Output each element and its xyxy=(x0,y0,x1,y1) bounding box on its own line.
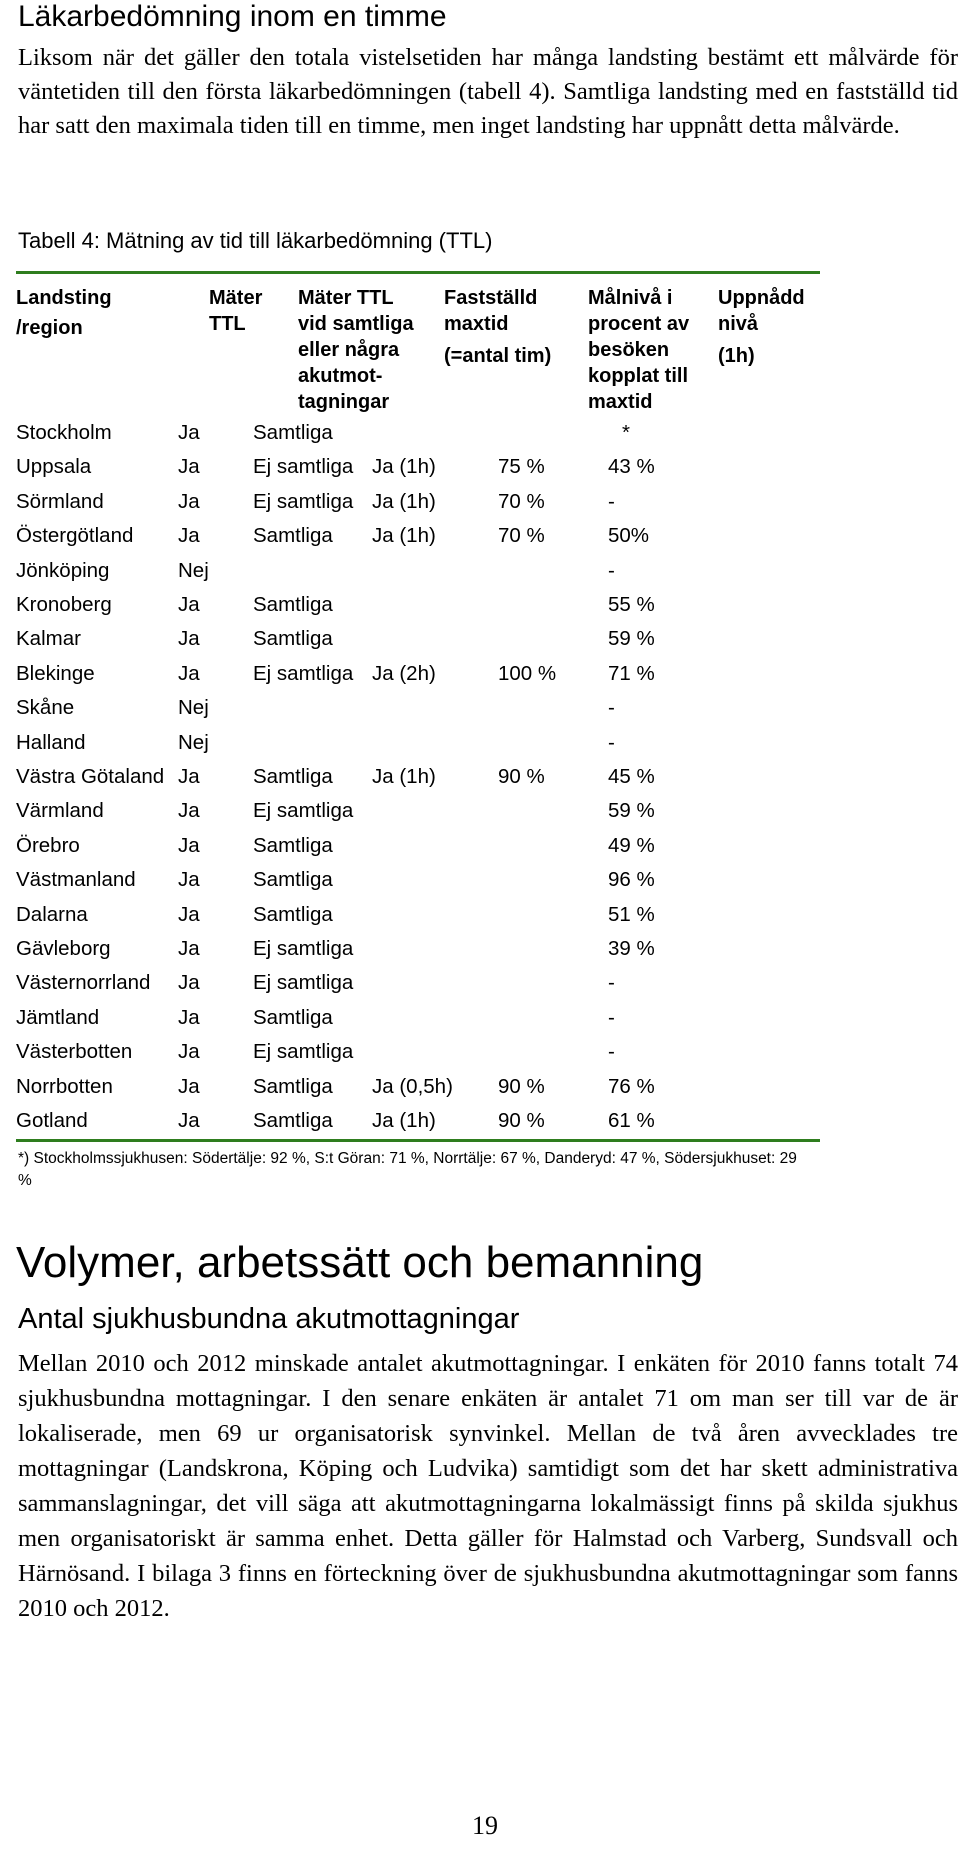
subheading: Antal sjukhusbundna akutmottagningar xyxy=(18,1303,520,1335)
header-fixed-line1: Fastställd maxtid xyxy=(444,287,538,335)
cell-region: Jämtland xyxy=(16,1005,100,1029)
cell-achieved: - xyxy=(608,971,615,995)
table-row xyxy=(16,1035,820,1069)
table-row xyxy=(16,622,820,656)
cell-region: Norrbotten xyxy=(16,1074,113,1098)
table-row xyxy=(16,1104,820,1138)
cell-measures: Ja xyxy=(178,455,200,479)
table-row xyxy=(16,450,820,484)
cell-achieved: 61 % xyxy=(608,1109,655,1132)
cell-target: 100 % xyxy=(498,661,557,685)
cell-achieved: 59 % xyxy=(608,799,655,823)
cell-target: 90 % xyxy=(498,765,545,788)
section-heading: Läkarbedömning inom en timme xyxy=(18,0,447,33)
header-measures: Mäter TTL xyxy=(209,287,263,335)
cell-measures: Ja xyxy=(178,1040,200,1064)
cell-scope: Samtliga xyxy=(253,765,333,788)
cell-region: Stockholm xyxy=(16,421,112,444)
cell-measures: Ja xyxy=(178,765,200,788)
cell-measures: Ja xyxy=(178,833,200,857)
table-row xyxy=(16,760,820,794)
cell-region: Dalarna xyxy=(16,902,88,926)
cell-measures: Ja xyxy=(178,1074,200,1098)
cell-scope: Samtliga xyxy=(253,902,333,926)
cell-fixed: Ja (1h) xyxy=(372,524,436,548)
cell-region: Värmland xyxy=(16,799,104,823)
header-region-line2: /region xyxy=(16,317,83,339)
cell-measures: Ja xyxy=(178,661,200,685)
cell-region: Blekinge xyxy=(16,661,95,685)
cell-target: 75 % xyxy=(498,455,545,479)
cell-region: Västerbotten xyxy=(16,1040,133,1064)
cell-target: 70 % xyxy=(498,489,545,513)
cell-achieved: 49 % xyxy=(608,833,655,857)
cell-achieved: - xyxy=(608,730,615,754)
body-paragraph: Mellan 2010 och 2012 minskade antalet akutmottagningar. I enkäten för 2010 fanns totalt 74 sjukhusbundna mottagningar. I den senare enkäten är antalet 71 om man ser till var de är lokaliserade, men 69 ur organisatorisk synvinkel. Mellan de två åren avvecklades tre mottagningar (Landskrona, Köping och Ludvika) samtidigt som det har skett administrativa sammanslagningar, det vill säga att akutmottagningarna lokalmässigt finns på skilda sjukhus men organisatoriskt är samma enhet. Detta gäller för Halmstad och Varberg, Sundsvall och Härnösand. I bilaga 3 finns en förteckning över de sjukhusbundna akutmottagningar som fanns 2010 och 2012. xyxy=(18,1350,958,1622)
cell-measures: Ja xyxy=(178,902,200,926)
table-row xyxy=(16,829,820,863)
table-row xyxy=(16,691,820,725)
cell-measures: Ja xyxy=(178,799,200,823)
header-region-line1: Landsting xyxy=(16,287,112,309)
table-row xyxy=(16,932,820,966)
cell-target: 90 % xyxy=(498,1074,545,1098)
cell-target: 70 % xyxy=(498,524,545,548)
cell-scope: Samtliga xyxy=(253,524,333,548)
cell-region: Gotland xyxy=(16,1109,88,1132)
cell-scope: Ej samtliga xyxy=(253,937,354,960)
header-target: Målnivå i procent av besöken kopplat till maxtid xyxy=(588,287,690,413)
cell-region: Västernorrland xyxy=(16,971,151,995)
cell-region: Västra Götaland xyxy=(16,765,165,788)
cell-measures: Ja xyxy=(178,1005,200,1029)
cell-measures: Ja xyxy=(178,937,200,960)
table-row xyxy=(16,554,820,588)
cell-region: Västmanland xyxy=(16,868,136,892)
table-footnote: *) Stockholmssjukhusen: Södertälje: 92 %, S:t Göran: 71 %, Norrtälje: 67 %, Danderyd: 47 %, Södersjukhuset: 29 % xyxy=(18,1150,797,1189)
cell-region: Kronoberg xyxy=(16,593,112,616)
cell-measures: Ja xyxy=(178,593,200,616)
cell-achieved: 45 % xyxy=(608,765,655,788)
header-region xyxy=(16,285,112,341)
cell-region: Skåne xyxy=(16,696,75,720)
cell-achieved: - xyxy=(608,489,615,513)
cell-achieved: 76 % xyxy=(608,1074,655,1098)
cell-scope: Samtliga xyxy=(253,868,333,892)
cell-measures: Ja xyxy=(178,868,200,892)
cell-scope: Samtliga xyxy=(253,1005,333,1029)
cell-achieved: 39 % xyxy=(608,937,655,960)
cell-measures: Ja xyxy=(178,524,200,548)
cell-fixed: Ja (0,5h) xyxy=(372,1074,453,1098)
cell-scope: Samtliga xyxy=(253,421,333,444)
cell-measures: Nej xyxy=(178,730,209,754)
cell-region: Östergötland xyxy=(16,524,134,548)
cell-scope: Samtliga xyxy=(253,627,333,651)
table-row xyxy=(16,416,820,450)
header-achieved xyxy=(718,285,818,369)
table-bottom-rule xyxy=(16,1139,820,1142)
cell-measures: Ja xyxy=(178,421,200,444)
cell-scope: Samtliga xyxy=(253,1109,333,1132)
table-row xyxy=(16,966,820,1000)
cell-scope: Ej samtliga xyxy=(253,1040,354,1064)
cell-fixed: Ja (1h) xyxy=(372,489,436,513)
header-achieved-line2: (1h) xyxy=(718,345,755,367)
cell-fixed: Ja (1h) xyxy=(372,765,436,788)
cell-scope: Samtliga xyxy=(253,593,333,616)
cell-achieved: - xyxy=(608,1005,615,1029)
cell-achieved: 43 % xyxy=(608,455,655,479)
table-caption: Tabell 4: Mätning av tid till läkarbedömning (TTL) xyxy=(18,228,493,253)
header-scope: Mäter TTL vid samtliga eller några akutmot-tagningar xyxy=(298,287,414,413)
cell-region: Sörmland xyxy=(16,489,104,513)
table-row xyxy=(16,485,820,519)
table-row xyxy=(16,1001,820,1035)
header-fixed-maxtime xyxy=(444,285,574,369)
cell-region: Uppsala xyxy=(16,455,92,479)
cell-achieved: 71 % xyxy=(608,661,655,685)
table-row xyxy=(16,726,820,760)
header-fixed-line2: (=antal tim) xyxy=(444,345,552,367)
cell-region: Kalmar xyxy=(16,627,81,651)
cell-scope: Samtliga xyxy=(253,1074,333,1098)
table-row xyxy=(16,588,820,622)
table-row xyxy=(16,519,820,553)
table-row xyxy=(16,657,820,691)
section-heading-volumes: Volymer, arbetssätt och bemanning xyxy=(16,1238,704,1287)
cell-fixed: Ja (1h) xyxy=(372,1109,436,1132)
cell-fixed: Ja (1h) xyxy=(372,455,436,479)
intro-paragraph: Liksom när det gäller den totala vistelsetiden har många landsting bestämt ett målvärde för väntetiden till den första läkarbedömningen (tabell 4). Samtliga landsting med en fastställd tid har satt den maximala tiden till en timme, men inget landsting har uppnått detta målvärde. xyxy=(18,44,958,139)
cell-measures: Ja xyxy=(178,971,200,995)
cell-achieved: 96 % xyxy=(608,868,655,892)
table-top-rule xyxy=(16,271,820,274)
cell-achieved: * xyxy=(622,421,630,444)
header-achieved-line1: Uppnådd nivå xyxy=(718,287,805,335)
cell-achieved: 50% xyxy=(608,524,650,548)
cell-measures: Nej xyxy=(178,558,209,582)
cell-fixed: Ja (2h) xyxy=(372,661,436,685)
cell-region: Jönköping xyxy=(16,558,110,582)
cell-measures: Ja xyxy=(178,1109,200,1132)
cell-achieved: 59 % xyxy=(608,627,655,651)
cell-measures: Nej xyxy=(178,696,209,720)
cell-scope: Ej samtliga xyxy=(253,661,354,685)
table-row xyxy=(16,1070,820,1104)
cell-scope: Ej samtliga xyxy=(253,489,354,513)
cell-achieved: - xyxy=(608,558,615,582)
table-row xyxy=(16,863,820,897)
cell-achieved: - xyxy=(608,696,615,720)
table-row xyxy=(16,898,820,932)
cell-achieved: 55 % xyxy=(608,593,655,616)
cell-scope: Ej samtliga xyxy=(253,799,354,823)
cell-achieved: - xyxy=(608,1040,615,1064)
cell-region: Halland xyxy=(16,730,86,754)
page-number: 19 xyxy=(472,1811,498,1840)
cell-measures: Ja xyxy=(178,489,200,513)
cell-measures: Ja xyxy=(178,627,200,651)
cell-region: Örebro xyxy=(16,833,80,857)
cell-scope: Ej samtliga xyxy=(253,455,354,479)
cell-scope: Ej samtliga xyxy=(253,971,354,995)
cell-achieved: 51 % xyxy=(608,902,655,926)
cell-target: 90 % xyxy=(498,1109,545,1132)
table-row xyxy=(16,794,820,828)
cell-region: Gävleborg xyxy=(16,937,111,960)
cell-scope: Samtliga xyxy=(253,833,333,857)
